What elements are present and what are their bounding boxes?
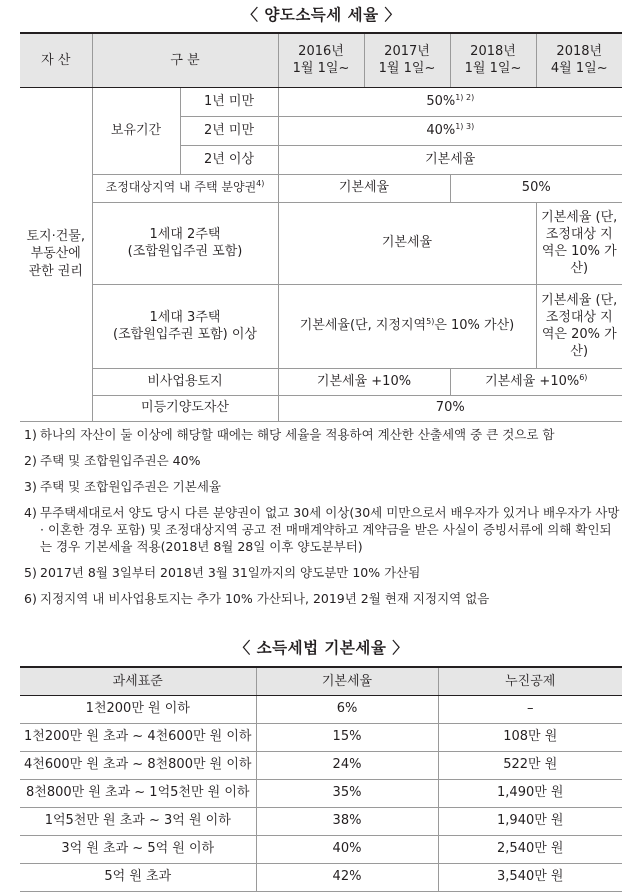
rate-nonbiz-1: 기본세율 +10% [278,368,450,395]
footnote: 1) 하나의 자산이 둘 이상에 해당할 때에는 해당 세율을 적용하여 계산한 산출세액 중 큰 것으로 함 [24,427,555,442]
row-label-two-homes: 1세대 2주택 (조합원입주권 포함) [92,202,278,284]
header-period-2017: 2017년 1월 1일~ [364,33,450,87]
header-category: 구 분 [92,33,278,87]
holding-period-label: 보유기간 [92,87,180,174]
rate-nonbiz-2: 기본세율 +10%$^{6)}$ [450,368,622,395]
row-label-three-homes: 1세대 3주택 (조합원입주권 포함) 이상 [92,284,278,368]
row-label-nonbiz-land: 비사업용토지 [92,368,278,395]
footnote: 3) 주택 및 조합원입주권은 기본세율 [24,479,221,494]
rate-three-homes-last: 기본세율 (단, 조정대상 지역은 20% 가산) [536,284,622,368]
basic-rate-table-title: 〈 소득세법 기본세율 〉 [234,639,409,657]
capital-gains-tax-table [20,32,622,422]
rate-two-homes-last: 기본세율 (단, 조정대상 지역은 10% 가산) [536,202,622,284]
footnotes [24,426,622,616]
table-row: 5억 원 초과 42% 3,540만 원 [20,863,622,891]
header-progressive-deduction: 누진공제 [438,667,622,695]
row-label-adjusted-area: 조정대상지역 내 주택 분양권$^{4)}$ [92,174,278,202]
header-tax-base: 과세표준 [20,667,256,695]
header-period-2016: 2016년 1월 1일~ [278,33,364,87]
row-label-over2: 2년 이상 [180,145,278,174]
rate-three-homes: 기본세율(단, 지정지역$^{5)}$은 10% 가산) [278,284,536,368]
header-asset: 자 산 [20,33,92,87]
rate-under2: 40%$^{1) 3)}$ [278,116,622,145]
row-label-under1: 1년 미만 [180,87,278,116]
footnote: 5) 2017년 8월 3일부터 2018년 3월 31일까지의 양도분만 10% 가산됨 [24,565,421,580]
rate-two-homes: 기본세율 [278,202,536,284]
header-period-2018-jan: 2018년 1월 1일~ [450,33,536,87]
table-row: 1억5천만 원 초과 ~ 3억 원 이하 38% 1,940만 원 [20,807,622,835]
footnote: 2) 주택 및 조합원입주권은 40% [24,453,201,468]
income-tax-basic-rate-table [20,666,622,892]
table-row: 1천200만 원 초과 ~ 4천600만 원 이하 15% 108만 원 [20,723,622,751]
rate-under1: 50%$^{1) 2)}$ [278,87,622,116]
rate-over2: 기본세율 [278,145,622,174]
tax-rate-table-title: 〈 양도소득세 세율 〉 [242,6,401,24]
table-row: 3억 원 초과 ~ 5억 원 이하 40% 2,540만 원 [20,835,622,863]
footnote: 6) 지정지역 내 비사업용토지는 추가 10% 가산되나, 2019년 2월 현재 지정지역 없음 [24,591,490,606]
row-label-unregistered: 미등기양도자산 [92,395,278,421]
rate-unregistered: 70% [278,395,622,421]
table-row: 8천800만 원 초과 ~ 1억5천만 원 이하 35% 1,490만 원 [20,779,622,807]
header-period-2018-apr: 2018년 4월 1일~ [536,33,622,87]
footnote: 4) 무주택세대로서 양도 당시 다른 분양권이 없고 30세 이상(30세 미만으로서 배우자가 있거나 배우자가 사망 · 이혼한 경우 포함) 및 조정대상지역 공고 전 매매계약하고 계약금을 받은 사실이 증빙서류에 의해 확인되는 경우 기본세율 적용(2018년 8월 28일 이후 양도분부터) [24,505,620,554]
header-basic-rate: 기본세율 [256,667,438,695]
asset-type-cell: 토지·건물, 부동산에 관한 권리 [20,87,92,421]
table-row: 4천600만 원 초과 ~ 8천800만 원 이하 24% 522만 원 [20,751,622,779]
rate-adjusted-area-1: 기본세율 [278,174,450,202]
rate-adjusted-area-2: 50% [450,174,622,202]
table-row: 1천200만 원 이하 6% – [20,695,622,723]
row-label-under2: 2년 미만 [180,116,278,145]
